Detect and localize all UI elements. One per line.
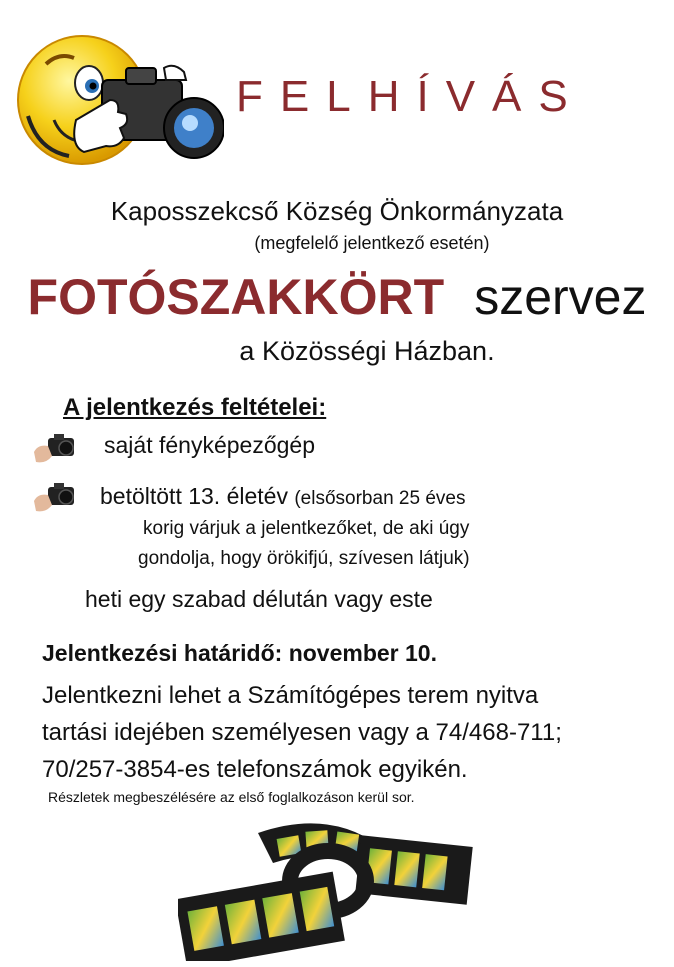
requirement-age: betöltött 13. életév [100,483,288,509]
application-line: tartási idejében személyesen vagy a 74/468-711; [42,719,562,746]
headline-subject: FOTÓSZAKKÖRT [27,269,445,325]
application-info [42,677,562,788]
film-strip-image [178,815,478,961]
organizer-text: Kaposszekcső Község Önkormányzata [110,196,564,226]
requirement-age-note: korig várjuk a jelentkezőket, de aki úgy [143,518,470,539]
deadline-text: Jelentkezési határidő: november 10. [42,640,437,666]
headline [0,268,674,326]
headline-verb: szervez [474,269,647,325]
camera-hand-icon [32,479,78,515]
requirement-item: heti egy szabad délután vagy este [85,586,433,612]
condition-text: (megfelelő jelentkező esetén) [254,233,490,253]
location-text: a Közösségi Házban. [239,336,495,366]
application-line: 70/257-3854-es telefonszámok egyikén. [42,756,468,783]
requirement-age-note: (elsősorban 25 éves [294,488,466,509]
smiley-camera-icon [14,28,224,170]
requirement-item [100,483,465,510]
camera-hand-icon [32,430,78,466]
requirement-age-note: gondolja, hogy örökifjú, szívesen látjuk) [138,548,470,569]
details-note: Részletek megbeszélésére az első foglalkozáson kerül sor. [48,789,415,805]
page-title: FELHÍVÁS [236,72,585,121]
requirement-item: saját fényképezőgép [104,432,315,458]
requirements-heading: A jelentkezés feltételei: [63,394,327,421]
application-line: Jelentkezni lehet a Számítógépes terem nyitva [42,682,539,709]
